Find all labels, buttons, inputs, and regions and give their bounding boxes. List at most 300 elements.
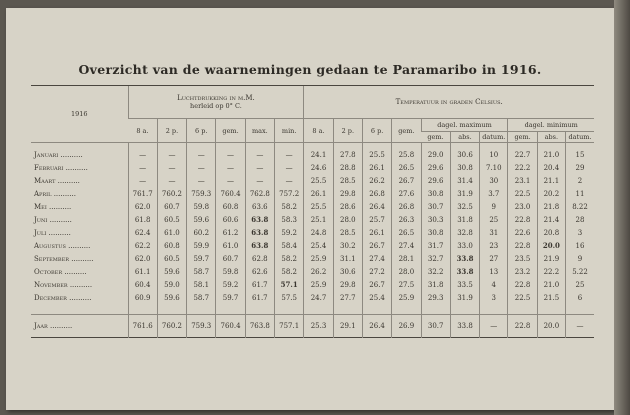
value-text: 24.1 <box>310 150 327 159</box>
value-text: 59.6 <box>193 215 210 224</box>
value-text: 30.3 <box>427 215 444 224</box>
value-cell <box>245 143 274 162</box>
value-text: 57.5 <box>281 293 297 302</box>
value-cell <box>274 315 303 338</box>
month-label: Juni <box>34 215 48 224</box>
value-cell <box>450 161 479 174</box>
value-text: 25 <box>489 215 499 224</box>
value-cell <box>480 252 508 265</box>
value-cell <box>480 265 508 278</box>
value-text: 60.7 <box>222 254 239 263</box>
value-text: — <box>197 176 205 185</box>
value-cell <box>450 213 479 226</box>
value-text: 32.5 <box>457 202 473 211</box>
pressure-header <box>128 86 304 119</box>
value-text: 22.8 <box>514 241 531 250</box>
value-cell <box>333 252 362 265</box>
value-cell <box>274 265 303 278</box>
value-text: 30.8 <box>427 189 444 198</box>
value-cell <box>245 315 274 338</box>
value-cell <box>187 174 216 187</box>
value-cell <box>245 213 274 226</box>
value-cell <box>508 174 537 187</box>
page-sheet <box>6 8 614 410</box>
value-cell <box>566 200 595 213</box>
value-cell <box>187 187 216 200</box>
value-text: 61.1 <box>134 267 151 276</box>
value-text: 23.1 <box>514 176 531 185</box>
value-cell <box>128 143 157 162</box>
col-header: datum. <box>480 132 508 143</box>
value-text: 59.6 <box>164 267 180 276</box>
value-text: 26.1 <box>369 228 385 237</box>
value-text: 26.8 <box>369 189 385 198</box>
value-cell <box>392 174 421 187</box>
value-cell <box>216 174 245 187</box>
value-cell <box>187 213 216 226</box>
value-cell <box>274 174 303 187</box>
value-cell <box>274 226 303 239</box>
value-text: 10 <box>489 150 499 159</box>
spacer-cell <box>245 304 274 315</box>
value-cell <box>333 315 362 338</box>
month-label: Augustus <box>34 241 66 250</box>
value-cell <box>450 315 479 338</box>
value-text: 59.6 <box>164 293 180 302</box>
month-cell: Maart .......... <box>34 176 80 185</box>
value-text: — <box>285 163 293 172</box>
value-text: 58.7 <box>193 267 210 276</box>
value-text: 59.7 <box>193 254 210 263</box>
value-cell <box>537 143 565 162</box>
value-cell <box>216 213 245 226</box>
value-cell <box>216 265 245 278</box>
value-cell <box>274 187 303 200</box>
value-cell <box>450 265 479 278</box>
value-text: 62.8 <box>252 254 268 263</box>
value-cell <box>304 143 333 162</box>
value-cell <box>566 278 595 291</box>
value-cell <box>187 143 216 162</box>
month-label: Jaar <box>34 322 48 330</box>
value-cell <box>421 143 450 162</box>
value-cell <box>480 187 508 200</box>
value-text: 62.6 <box>252 267 268 276</box>
value-text: 27.4 <box>369 254 385 263</box>
value-text: 30.7 <box>427 202 444 211</box>
value-text: 22.8 <box>514 280 531 289</box>
value-cell <box>537 278 565 291</box>
value-text: 61.7 <box>252 280 268 289</box>
value-text: 27.8 <box>340 150 356 159</box>
value-text: 20.2 <box>543 189 560 198</box>
value-cell <box>216 226 245 239</box>
value-cell <box>216 187 245 200</box>
value-cell <box>566 239 595 252</box>
value-cell <box>480 226 508 239</box>
value-text: 29.6 <box>427 176 444 185</box>
value-text: 59.0 <box>164 280 180 289</box>
value-text: 26.5 <box>398 228 415 237</box>
value-cell <box>128 200 157 213</box>
value-cell <box>392 239 421 252</box>
value-text: — <box>490 322 498 330</box>
value-text: 33.8 <box>457 322 473 330</box>
value-cell <box>245 239 274 252</box>
value-text: 20.4 <box>543 163 560 172</box>
value-text: 24.6 <box>310 163 327 172</box>
value-cell <box>421 226 450 239</box>
month-label: Maart <box>34 176 56 185</box>
table-row <box>31 265 594 278</box>
value-cell <box>392 143 421 162</box>
value-text: 26.4 <box>369 322 385 330</box>
value-text: 25.9 <box>398 293 415 302</box>
value-text: 27.4 <box>398 241 415 250</box>
table-body <box>31 143 594 338</box>
value-cell <box>392 187 421 200</box>
value-cell <box>566 315 595 338</box>
value-cell <box>274 200 303 213</box>
value-text: 29 <box>575 163 585 172</box>
value-text: 15 <box>575 150 585 159</box>
value-cell <box>537 187 565 200</box>
value-cell <box>508 252 537 265</box>
value-cell <box>421 265 450 278</box>
value-text: 61.2 <box>222 228 239 237</box>
value-text: 762.8 <box>249 189 270 198</box>
value-cell <box>480 213 508 226</box>
col-header: max. <box>245 119 274 143</box>
value-cell <box>362 200 391 213</box>
value-cell <box>421 187 450 200</box>
col-header: 2 p. <box>333 119 362 143</box>
value-cell <box>216 252 245 265</box>
value-cell <box>566 174 595 187</box>
value-cell <box>245 265 274 278</box>
value-text: 3 <box>577 228 583 237</box>
value-text: 59.8 <box>222 267 239 276</box>
value-text: 22.8 <box>514 215 531 224</box>
value-cell <box>304 200 333 213</box>
value-text: 24.7 <box>310 293 327 302</box>
value-text: 761.7 <box>132 189 153 198</box>
value-cell <box>508 143 537 162</box>
col-header: gem. <box>216 119 245 143</box>
month-label: October <box>34 267 63 276</box>
value-text: 60.4 <box>134 280 151 289</box>
value-text: 62.4 <box>134 228 151 237</box>
value-text: 27.5 <box>398 280 415 289</box>
value-cell <box>537 226 565 239</box>
spacer-cell <box>187 304 216 315</box>
spacer-cell <box>566 304 595 315</box>
pressure-header-line1: Luchtdrukking in m.M. <box>177 94 255 102</box>
value-text: — <box>197 150 205 159</box>
value-text: 25.9 <box>310 254 327 263</box>
value-text: — <box>285 176 293 185</box>
col-header: 6 p. <box>187 119 216 143</box>
value-text: 62.0 <box>134 254 151 263</box>
value-cell <box>392 265 421 278</box>
value-cell <box>392 213 421 226</box>
value-cell <box>480 200 508 213</box>
table-row <box>31 187 594 200</box>
value-cell <box>537 161 565 174</box>
value-cell <box>508 187 537 200</box>
value-text: 58.7 <box>193 293 210 302</box>
value-cell <box>216 315 245 338</box>
value-cell <box>128 174 157 187</box>
value-text: 59.8 <box>193 202 210 211</box>
value-cell <box>128 213 157 226</box>
value-cell <box>480 143 508 162</box>
col-header: abs. <box>537 132 565 143</box>
value-text: 30.8 <box>457 163 473 172</box>
value-cell <box>537 200 565 213</box>
value-text: 22.5 <box>514 293 531 302</box>
value-text: 25.8 <box>398 150 415 159</box>
value-cell <box>508 239 537 252</box>
value-cell <box>333 239 362 252</box>
value-cell <box>274 239 303 252</box>
value-text: 3.7 <box>488 189 500 198</box>
value-cell <box>187 278 216 291</box>
month-cell: November .......... <box>34 280 93 289</box>
value-text: 759.3 <box>191 189 212 198</box>
value-text: 22.8 <box>514 322 531 330</box>
value-cell <box>537 315 565 338</box>
value-text: 21.0 <box>543 150 560 159</box>
value-text: 26.8 <box>398 202 415 211</box>
value-cell <box>304 226 333 239</box>
value-text: 22.7 <box>514 150 531 159</box>
value-cell <box>187 239 216 252</box>
value-text: 29.8 <box>340 189 356 198</box>
value-cell <box>333 161 362 174</box>
value-text: 29.0 <box>427 150 444 159</box>
value-cell <box>566 291 595 304</box>
value-cell <box>216 200 245 213</box>
value-text: 760.2 <box>161 322 182 330</box>
value-cell <box>304 315 333 338</box>
value-cell <box>304 161 333 174</box>
value-text: 57.1 <box>280 280 298 289</box>
value-text: 9 <box>577 254 583 263</box>
value-cell <box>157 174 186 187</box>
value-text: 60.7 <box>164 202 180 211</box>
temperature-header: Temperatuur in graden Celsius. <box>304 86 594 119</box>
value-text: 26.3 <box>398 215 415 224</box>
value-cell <box>450 239 479 252</box>
table-bottom-rule <box>31 338 594 353</box>
value-text: 21.8 <box>543 202 560 211</box>
spacer-cell <box>31 304 128 315</box>
value-cell <box>421 239 450 252</box>
value-cell <box>128 265 157 278</box>
value-cell <box>216 291 245 304</box>
spacer-cell <box>537 304 565 315</box>
value-text: 22.2 <box>543 267 560 276</box>
value-text: 28.1 <box>398 254 415 263</box>
value-cell <box>128 226 157 239</box>
value-cell <box>128 315 157 338</box>
value-cell <box>362 143 391 162</box>
value-text: 29.1 <box>340 322 356 330</box>
value-cell <box>566 187 595 200</box>
table-row <box>31 278 594 291</box>
value-text: 27 <box>489 254 499 263</box>
value-cell <box>508 213 537 226</box>
value-text: 58.2 <box>281 267 297 276</box>
value-cell <box>157 265 186 278</box>
value-cell <box>450 252 479 265</box>
value-text: — <box>285 150 293 159</box>
value-cell <box>537 291 565 304</box>
value-text: 20.0 <box>542 241 560 250</box>
value-text: — <box>139 163 147 172</box>
value-text: 59.9 <box>193 241 210 250</box>
value-text: 5.22 <box>572 267 588 276</box>
value-cell <box>187 265 216 278</box>
value-text: 757.2 <box>279 189 300 198</box>
spacer-cell <box>362 304 391 315</box>
value-cell <box>333 278 362 291</box>
month-cell: September .......... <box>34 254 94 263</box>
value-cell <box>128 252 157 265</box>
value-text: 26.4 <box>369 202 385 211</box>
value-text: 24.8 <box>310 228 327 237</box>
table-row <box>31 143 594 162</box>
value-text: 60.8 <box>164 241 180 250</box>
value-cell <box>566 213 595 226</box>
month-cell: Augustus .......... <box>34 241 91 250</box>
value-cell <box>392 200 421 213</box>
value-text: 23.5 <box>514 254 531 263</box>
value-cell <box>508 226 537 239</box>
value-text: 3 <box>491 293 497 302</box>
value-cell <box>333 226 362 239</box>
spacer-cell <box>480 304 508 315</box>
table-row <box>31 239 594 252</box>
value-cell <box>421 213 450 226</box>
value-cell <box>362 226 391 239</box>
value-cell <box>508 161 537 174</box>
value-text: 6 <box>577 293 583 302</box>
col-header: 2 p. <box>157 119 186 143</box>
value-text: 760.2 <box>161 189 182 198</box>
col-header: gem. <box>392 119 421 143</box>
value-cell <box>274 143 303 162</box>
value-cell <box>157 252 186 265</box>
value-text: 28.0 <box>398 267 415 276</box>
value-text: 28.5 <box>340 228 356 237</box>
month-cell: Juni .......... <box>34 215 72 224</box>
value-text: 31.1 <box>340 254 356 263</box>
col-header: 8 a. <box>128 119 157 143</box>
value-text: 59.7 <box>222 293 239 302</box>
value-cell <box>245 226 274 239</box>
value-text: — <box>227 163 235 172</box>
value-text: 21.1 <box>543 176 560 185</box>
value-text: 2 <box>577 176 583 185</box>
value-cell <box>274 161 303 174</box>
value-cell <box>157 161 186 174</box>
pressure-header-line2: herleid op 0° C. <box>190 102 242 110</box>
value-text: 60.5 <box>164 254 180 263</box>
value-text: 59.2 <box>281 228 297 237</box>
value-cell <box>480 239 508 252</box>
value-text: 60.5 <box>164 215 180 224</box>
value-cell <box>245 200 274 213</box>
spacer-cell <box>392 304 421 315</box>
value-text: 33.5 <box>457 280 473 289</box>
value-text: 29.6 <box>427 163 444 172</box>
value-text: 62.2 <box>134 241 151 250</box>
value-cell <box>304 213 333 226</box>
value-text: 58.1 <box>193 280 210 289</box>
value-cell <box>421 315 450 338</box>
value-text: 28.6 <box>340 202 356 211</box>
month-cell: Juli .......... <box>34 228 71 237</box>
value-cell <box>157 143 186 162</box>
value-cell <box>333 143 362 162</box>
value-cell <box>392 226 421 239</box>
value-text: 25.3 <box>310 322 327 330</box>
value-text: 31 <box>489 228 499 237</box>
value-text: 23.2 <box>514 267 531 276</box>
month-cell: October .......... <box>34 267 87 276</box>
value-text: 28.5 <box>340 176 356 185</box>
value-cell <box>362 187 391 200</box>
col-header: datum. <box>566 132 595 143</box>
value-cell <box>392 252 421 265</box>
value-cell <box>128 239 157 252</box>
value-text: 760.4 <box>220 189 241 198</box>
value-cell <box>187 226 216 239</box>
value-text: 61.0 <box>164 228 180 237</box>
value-text: 22.6 <box>514 228 531 237</box>
table-row <box>31 226 594 239</box>
value-text: 32.8 <box>457 228 473 237</box>
observations-table <box>31 85 594 352</box>
value-cell <box>333 291 362 304</box>
value-text: 31.7 <box>427 241 444 250</box>
value-cell <box>128 161 157 174</box>
value-cell <box>450 226 479 239</box>
spacer-cell <box>128 304 157 315</box>
table-row <box>31 161 594 174</box>
value-text: 63.8 <box>251 241 269 250</box>
value-text: — <box>168 163 176 172</box>
value-cell <box>333 265 362 278</box>
value-text: 20.8 <box>543 228 560 237</box>
value-cell <box>480 161 508 174</box>
value-text: 757.1 <box>279 322 300 330</box>
value-text: 31.9 <box>457 293 473 302</box>
value-text: 30.2 <box>340 241 356 250</box>
value-cell <box>566 226 595 239</box>
value-text: 760.4 <box>220 322 241 330</box>
value-text: 26.1 <box>369 163 385 172</box>
value-cell <box>216 278 245 291</box>
value-cell <box>128 278 157 291</box>
value-text: 32.7 <box>427 254 444 263</box>
value-text: 31.8 <box>457 215 473 224</box>
value-text: 25.5 <box>310 176 327 185</box>
value-text: 31.9 <box>457 189 473 198</box>
value-cell <box>245 278 274 291</box>
